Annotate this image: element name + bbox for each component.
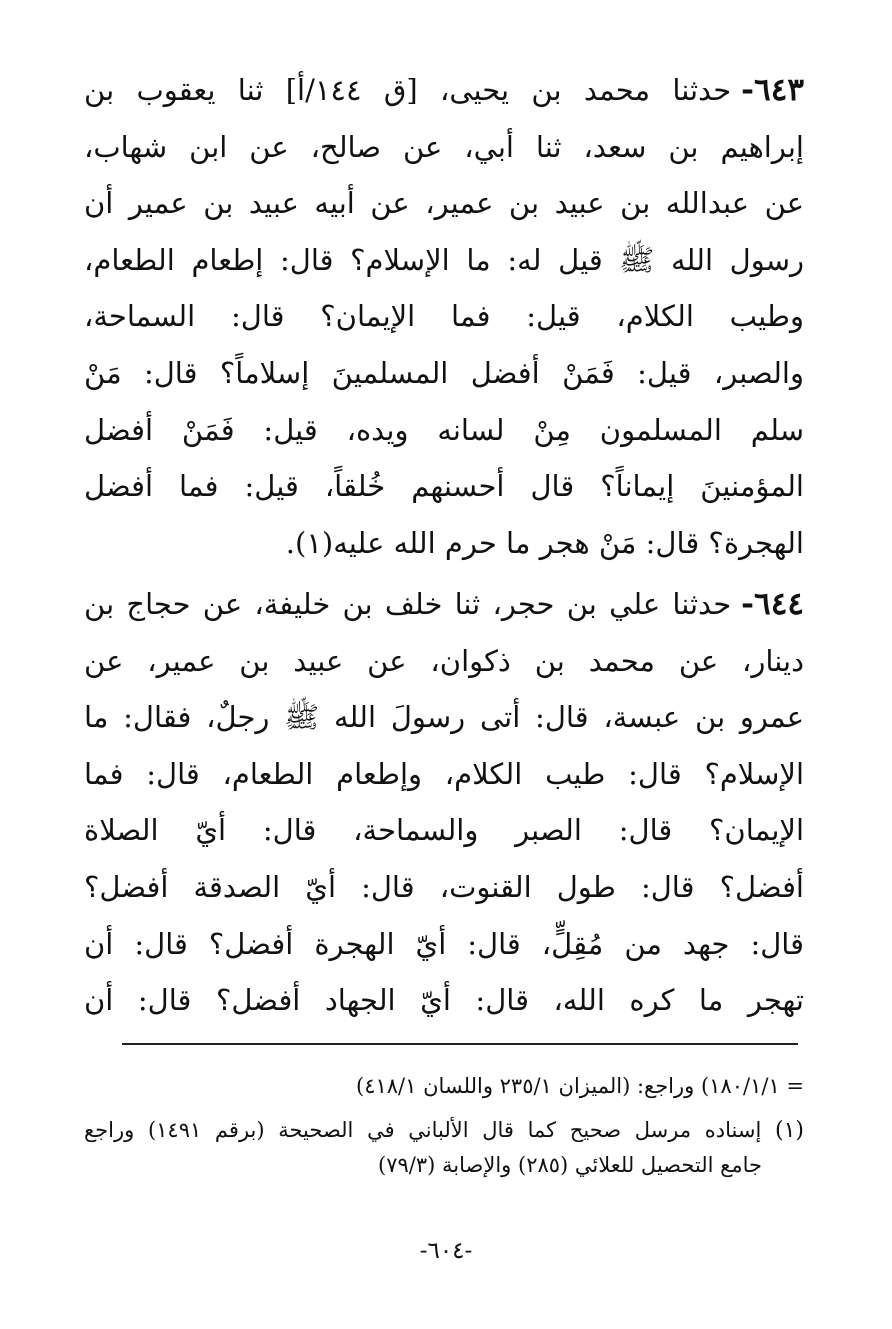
- hadith-text-line: والصبر، قيل: فَمَنْ أفضل المسلمينَ إسلاماً؟ قال: مَنْ: [84, 355, 804, 390]
- hadith-643: [84, 62, 804, 571]
- footnote-1: [84, 1113, 804, 1182]
- hadith-text-line: عن عبدالله بن عبيد بن عمير، عن أبيه عبيد بن عمير أن: [84, 186, 804, 221]
- hadith-text-line: الإيمان؟ قال: الصبر والسماحة، قال: أيّ الصلاة: [84, 813, 804, 848]
- hadith-644: [84, 576, 804, 1029]
- hadith-text-line: المؤمنينَ إيماناً؟ قال أحسنهم خُلقاً، قيل: فما أفضل: [84, 469, 804, 504]
- hadith-text-line: دينار، عن محمد بن ذكوان، عن عبيد بن عمير، عن: [84, 643, 804, 678]
- hadith-text-line: أفضل؟ قال: طول القنوت، قال: أيّ الصدقة أفضل؟: [84, 869, 804, 904]
- hadith-first-line: [84, 576, 804, 633]
- hadith-text-line: سلم المسلمون مِنْ لسانه ويده، قيل: فَمَنْ أفضل: [84, 412, 804, 447]
- hadith-text-line: الإسلام؟ قال: طيب الكلام، وإطعام الطعام، قال: فما: [84, 756, 804, 791]
- footnote-separator: [122, 1043, 798, 1045]
- page-number: -٦٠٤-: [419, 1238, 473, 1264]
- hadith-first-line: [84, 62, 804, 119]
- hadith-text-line: قال: جهد من مُقِلٍّ، قال: أيّ الهجرة أفضل؟ قال: أن: [84, 926, 804, 961]
- footnote-line: جامع التحصيل للعلائي (٢٨٥) والإصابة (٧٩/٣): [378, 1153, 762, 1177]
- footnote-text: إسناده مرسل صحيح كما قال الألباني في الصحيحة (برقم ١٤٩١) وراجع: [84, 1118, 762, 1142]
- hadith-text-line: حدثنا محمد بن يحيى، [ق ١٤٤/أ] ثنا يعقوب بن: [84, 73, 732, 107]
- footnote-first-line: [84, 1113, 804, 1148]
- hadith-text-line: إبراهيم بن سعد، ثنا أبي، عن صالح، عن ابن شهاب،: [84, 129, 804, 164]
- hadith-text-line: وطيب الكلام، قيل: فما الإيمان؟ قال: السماحة،: [84, 299, 804, 334]
- footnote-line: = ١٨٠/١/١) وراجع: (الميزان ٢٣٥/١ واللسان ٤١٨/١): [356, 1074, 804, 1098]
- hadith-number: ٦٤٣-: [741, 72, 804, 108]
- hadith-text-line: تهجر ما كره الله، قال: أيّ الجهاد أفضل؟ قال: أن: [84, 983, 804, 1018]
- footnote-continuation: [84, 1069, 804, 1103]
- footnote-marker: (١): [774, 1118, 804, 1143]
- hadith-text-line: الهجرة؟ قال: مَنْ هجر ما حرم الله عليه(١).: [285, 525, 804, 560]
- hadith-text-line: حدثنا علي بن حجر، ثنا خلف بن خليفة، عن حجاج بن: [84, 587, 732, 621]
- hadith-text-line: رسول الله ﷺ قيل له: ما الإسلام؟ قال: إطعام الطعام،: [84, 242, 804, 277]
- hadith-text-line: عمرو بن عبسة، قال: أتى رسولَ الله ﷺ رجلٌ، فقال: ما: [84, 700, 804, 735]
- hadith-number: ٦٤٤-: [741, 586, 804, 622]
